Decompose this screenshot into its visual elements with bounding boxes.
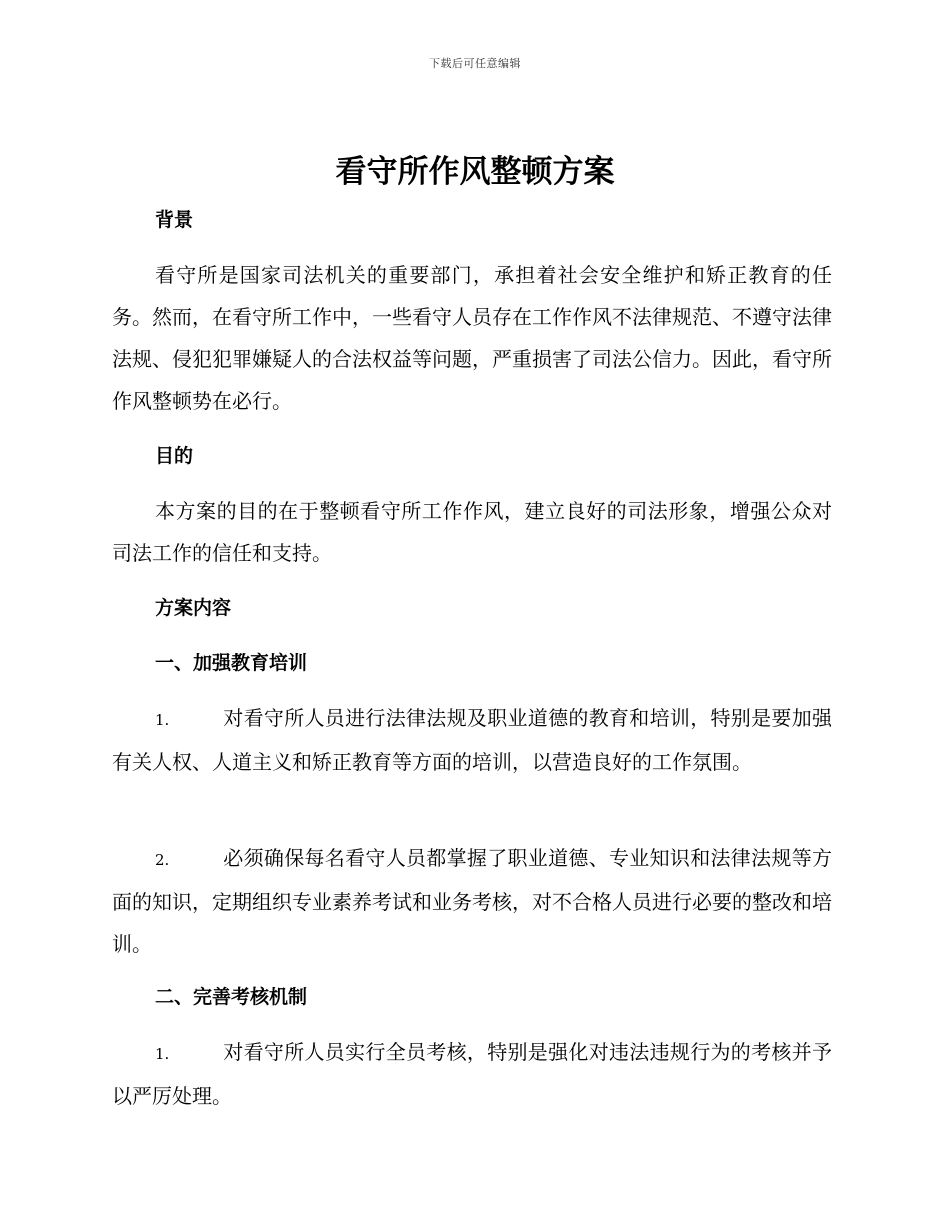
list-item-text: 对看守所人员进行法律法规及职业道德的教育和培训，特别是要加强有关人权、人道主义和矫正教育等方面的培训，以营造良好的工作氛围。 [112,706,832,774]
header-note: 下载后可任意编辑 [429,57,521,70]
document-title: 看守所作风整顿方案 [335,154,615,190]
list-item-text: 必须确保每名看守人员都掌握了职业道德、专业知识和法律法规等方面的知识，定期组织专业素养考试和业务考核，对不合格人员进行必要的整改和培训。 [112,846,832,956]
heading-background: 背景 [155,209,194,231]
heading-purpose: 目的 [155,445,194,467]
heading-part2: 二、完善考核机制 [155,986,308,1008]
list-item-number: 1. [155,711,170,729]
list-item-part1-2 [112,837,832,965]
list-item-number: 1. [155,1045,170,1063]
list-item-text: 对看守所人员实行全员考核，特别是强化对违法违规行为的考核并予以严厉处理。 [112,1040,832,1108]
heading-plan-content: 方案内容 [155,597,232,619]
list-item-part1-1 [112,697,832,783]
paragraph-purpose: 本方案的目的在于整顿看守所工作作风，建立良好的司法形象，增强公众对司法工作的信任和支持。 [112,499,832,565]
heading-part1: 一、加强教育培训 [155,652,308,674]
list-item-part2-1 [112,1031,832,1117]
paragraph-background: 看守所是国家司法机关的重要部门，承担着社会安全维护和矫正教育的任务。然而，在看守所工作中，一些看守人员存在工作作风不法律规范、不遵守法律法规、侵犯犯罪嫌疑人的合法权益等问题，严重损害了司法公信力。因此，看守所作风整顿势在必行。 [112,263,832,413]
list-item-number: 2. [155,851,170,869]
